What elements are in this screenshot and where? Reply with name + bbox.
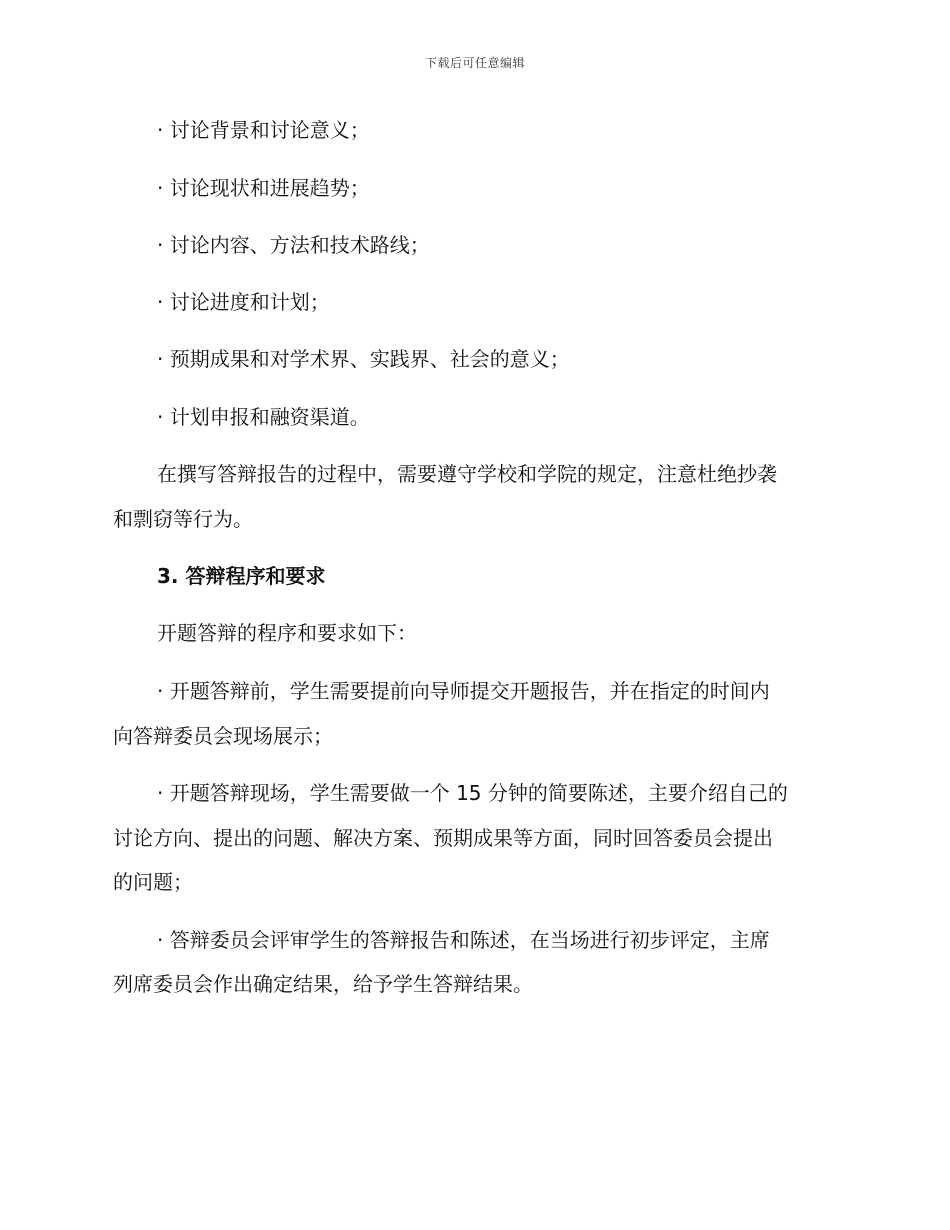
bullet-item: · 讨论进度和计划； [157,290,330,314]
list-item-line: 向答辩委员会现场展示； [113,724,333,748]
list-item-line: 列席委员会作出确定结果，给予学生答辩结果。 [113,972,533,996]
paragraph-line: 在撰写答辩报告的过程中，需要遵守学校和学院的规定，注意杜绝抄袭 [157,462,777,486]
bullet-item: · 讨论现状和进展趋势； [157,176,370,200]
bullet-item: · 讨论内容、方法和技术路线； [157,233,430,257]
section-heading: 3. 答辩程序和要求 [157,564,326,588]
bullet-item: · 讨论背景和讨论意义； [157,118,370,142]
list-item-line: · 答辩委员会评审学生的答辩报告和陈述，在当场进行初步评定，主席 [157,928,770,952]
bullet-item: · 预期成果和对学术界、实践界、社会的意义； [157,347,570,371]
bullet-item: · 计划申报和融资渠道。 [157,405,370,429]
list-item-line: · 开题答辩现场，学生需要做一个 15 分钟的简要陈述，主要介绍自己的 [157,781,788,805]
intro-line: 开题答辩的程序和要求如下： [157,621,417,645]
list-item-line: 讨论方向、提出的问题、解决方案、预期成果等方面，同时回答委员会提出 [113,826,773,850]
list-item-line: 的问题； [113,870,193,894]
list-item-line: · 开题答辩前，学生需要提前向导师提交开题报告，并在指定的时间内 [157,679,770,703]
page-header: 下载后可任意编辑 [424,56,525,70]
paragraph-line: 和剽窃等行为。 [113,507,253,531]
